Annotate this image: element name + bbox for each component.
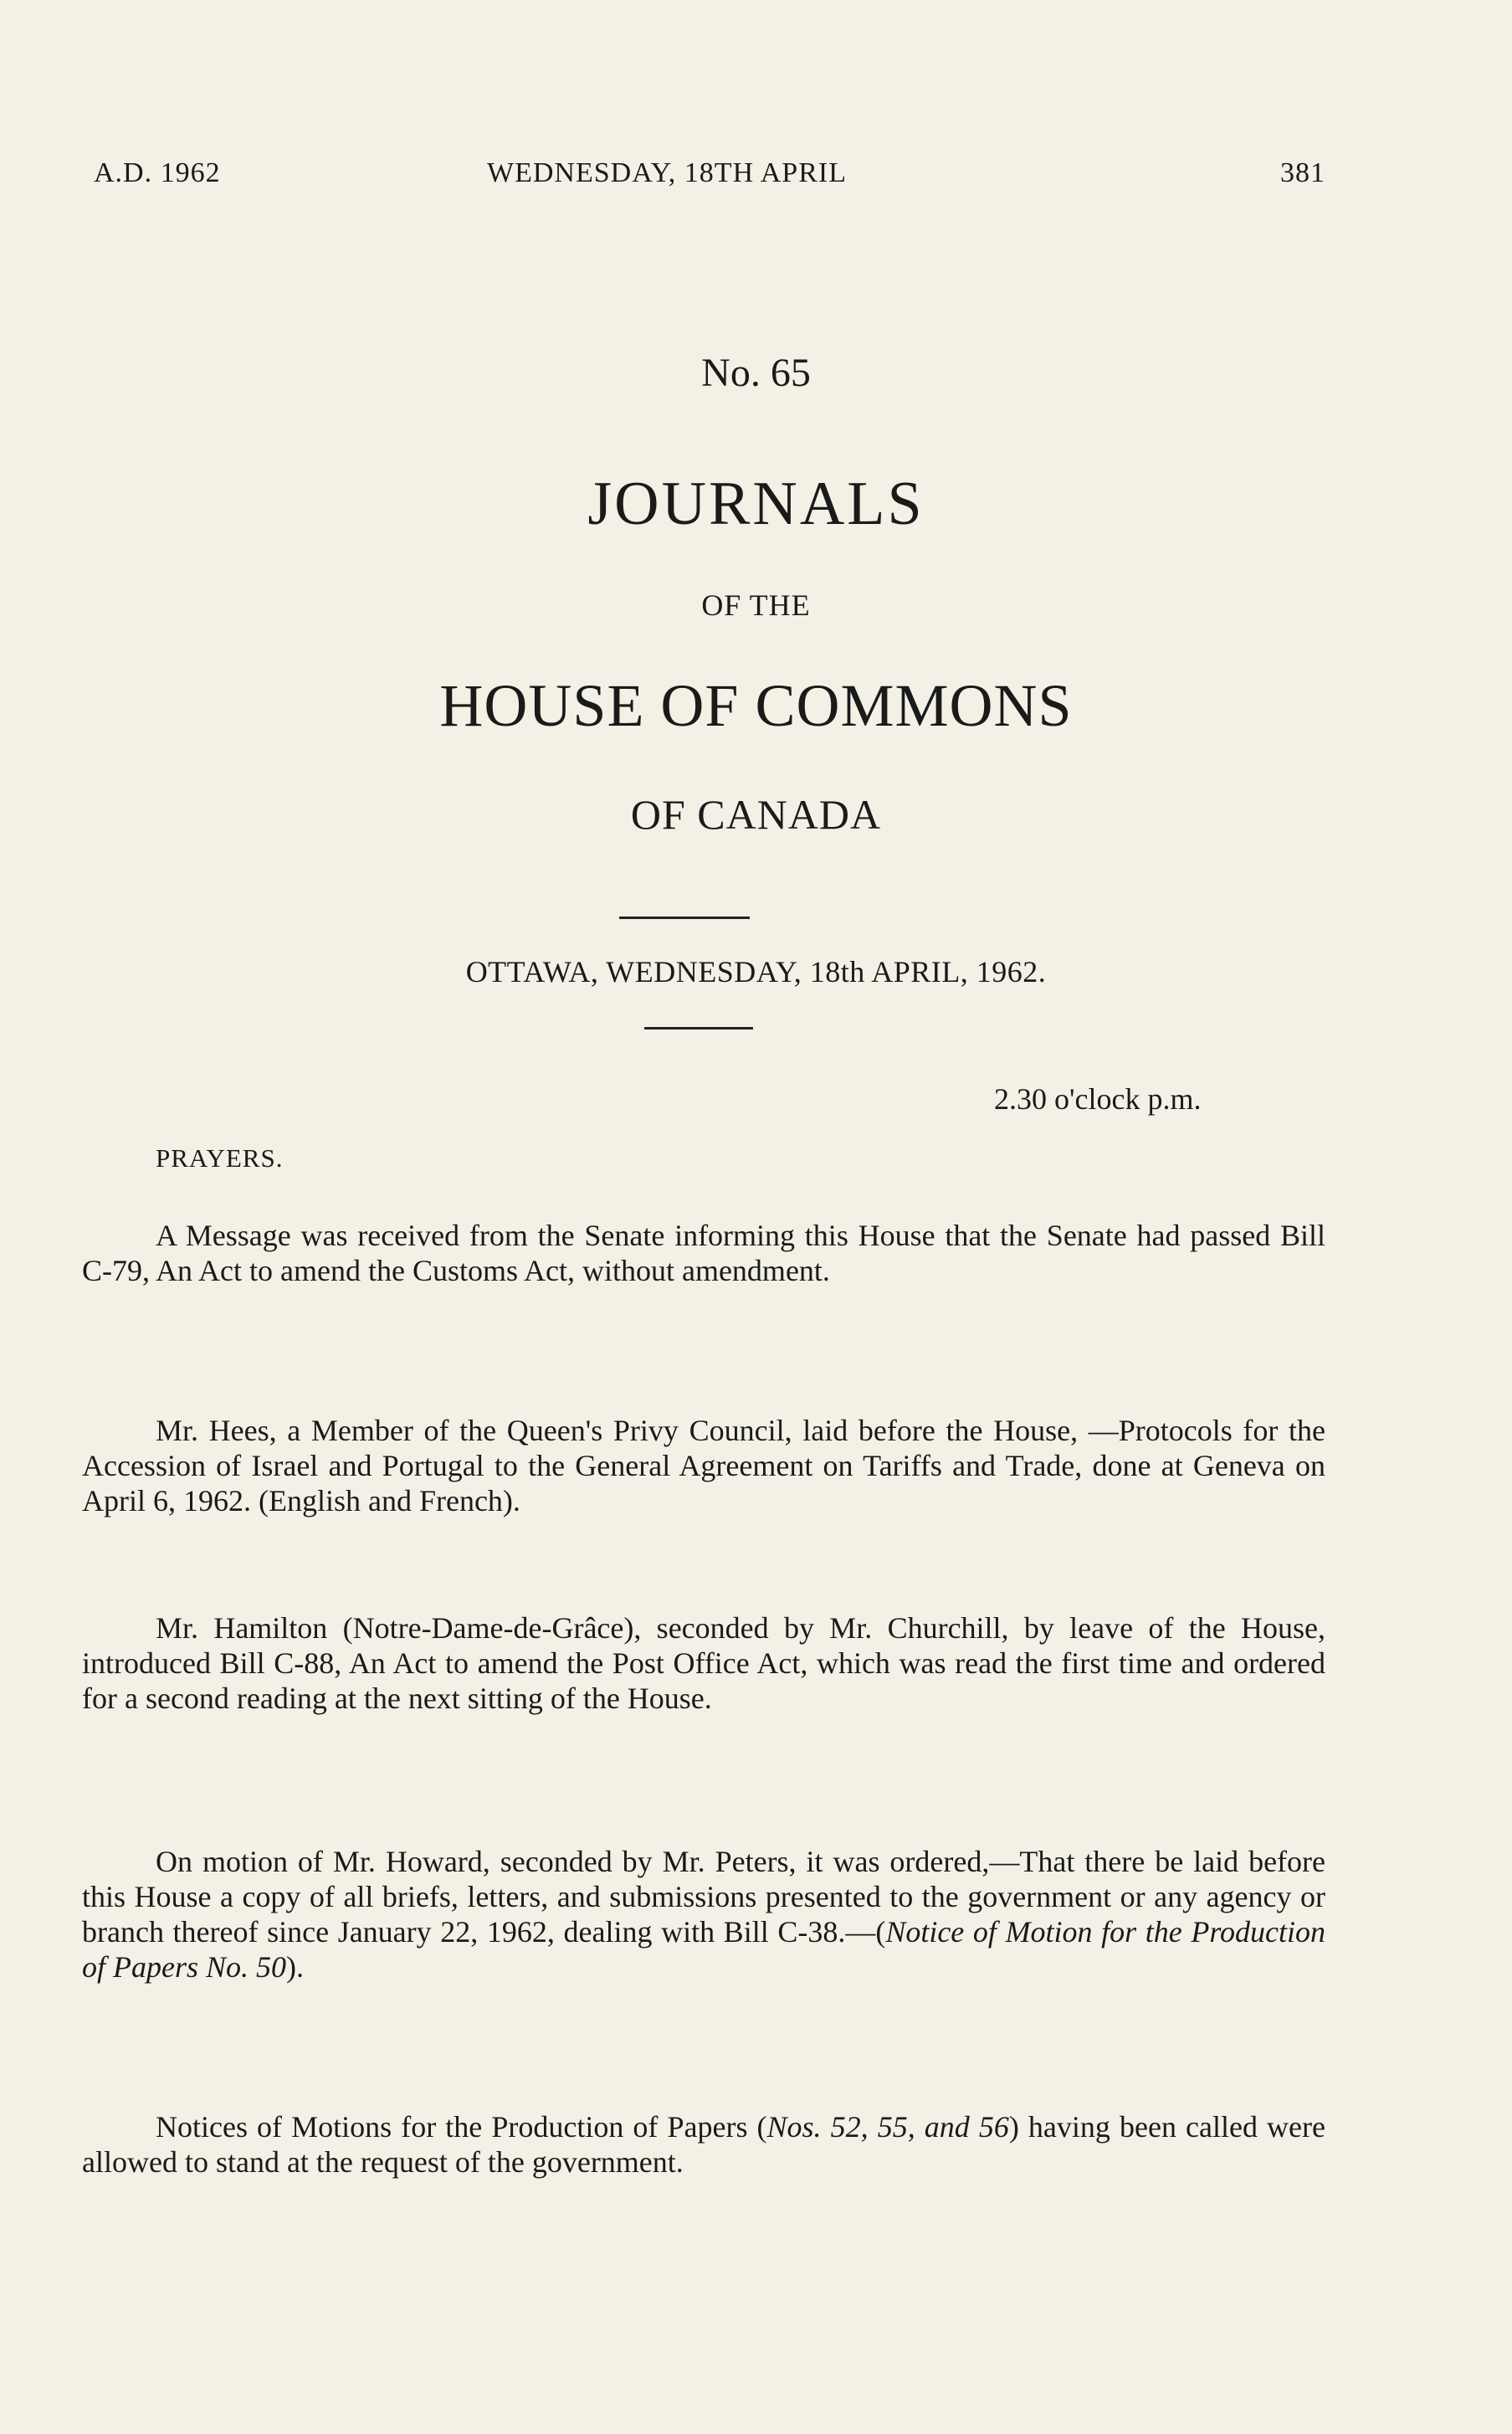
page-number: 381	[1280, 157, 1325, 188]
motion-text-end: ).	[286, 1950, 305, 1984]
notices-text: Notices of Motions for the Production of Papers (	[156, 2110, 767, 2144]
divider-rule	[619, 917, 750, 919]
protocols-paragraph: Mr. Hees, a Member of the Queen's Privy Council, laid before the House, —Protocols for the Accession of Israel and Portugal to the General Agreement on Tariffs and Trade, done at Geneva on April 6, 1962. (English and French).	[82, 1414, 1325, 1517]
motion-howard-paragraph	[82, 1844, 1325, 1985]
issue-number: No. 65	[701, 351, 811, 395]
house-title: HOUSE OF COMMONS	[439, 672, 1073, 739]
of-the-line: OF THE	[701, 588, 811, 622]
session-time: 2.30 o'clock p.m.	[994, 1082, 1202, 1116]
running-header	[0, 157, 1512, 199]
motion-text: On motion of Mr. Howard, seconded by Mr. Peters, it was ordered,—That there be laid before this House a copy of all briefs, letters, and submissions presented to the government or any agency or branch thereof since January 22, 1962, dealing with Bill C-38.—(	[82, 1845, 1325, 1949]
header-year: A.D. 1962	[94, 157, 221, 188]
header-date: WEDNESDAY, 18TH APRIL	[487, 157, 847, 188]
divider-rule	[644, 1027, 753, 1030]
notices-text-end: ) having been called were allowed to stand at the request of the government.	[82, 2110, 1325, 2179]
senate-message-paragraph: A Message was received from the Senate informing this House that the Senate had passed Bill C-79, An Act to amend the Customs Act, without amendment.	[82, 1219, 1325, 1287]
of-canada-line: OF CANADA	[630, 791, 882, 838]
prayers-heading: PRAYERS.	[156, 1143, 284, 1173]
bill-c88-paragraph: Mr. Hamilton (Notre-Dame-de-Grâce), seconded by Mr. Churchill, by leave of the House, introduced Bill C-88, An Act to amend the Post Office Act, which was read the first time and ordered for a second reading at the next sitting of the House.	[82, 1611, 1325, 1715]
notices-numbers-italic: Nos. 52, 55, and 56	[766, 2110, 1009, 2144]
motion-notice-italic: Notice of Motion for the Production of Papers No. 50	[82, 1915, 1325, 1984]
journals-title: JOURNALS	[587, 470, 925, 538]
session-date: OTTAWA, WEDNESDAY, 18th APRIL, 1962.	[465, 955, 1047, 988]
notices-paragraph	[82, 2109, 1325, 2180]
